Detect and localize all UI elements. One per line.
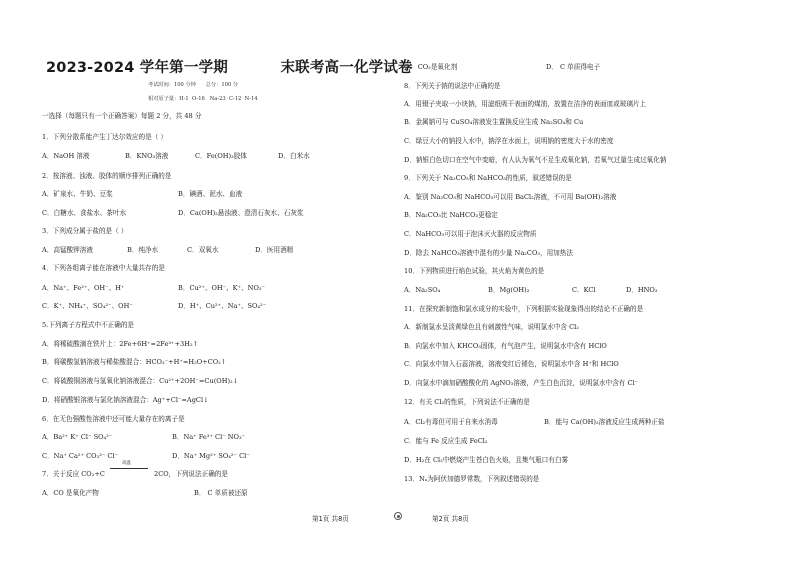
page-number-right: 第2页 共8页 xyxy=(432,515,469,523)
reaction-arrow xyxy=(110,468,148,469)
q2-option-d: D．Ca(OH)₂悬浊液、澄清石灰水、石灰浆 xyxy=(178,209,304,217)
q10-option-a: A．Na₂SO₄ xyxy=(404,286,441,294)
q8-option-d: D．钠银白色切口在空气中变暗，有人认为氧气不足生成氧化钠，若氧气过量生成过氧化钠 xyxy=(404,156,667,164)
question-2: 2．按溶液、浊液、胶体的顺序排列正确的是 xyxy=(42,172,172,180)
question-8: 8．下列关于钠的说法中正确的是 xyxy=(404,82,501,90)
q1-option-c: C．Fe(OH)₃胶体 xyxy=(195,152,247,160)
q11-option-b: B．向氯水中加入 KHCO₃固体，有气泡产生，说明氯水中含有 HClO xyxy=(404,342,607,350)
question-12: 12．有关 Cl₂的性质，下列说法不正确的是 xyxy=(404,398,530,406)
page-number-left: 第1页 共8页 xyxy=(312,515,349,523)
q7-option-c: C． CO₂是氧化剂 xyxy=(404,63,458,71)
exam-title: 2023-2024 学年第一学期 末联考高一化学试卷 xyxy=(46,60,413,76)
q11-option-d: D．向氯水中滴加硝酸酸化的 AgNO₃溶液，产生白色沉淀，说明氯水中含有 Cl⁻ xyxy=(404,379,639,387)
q2-option-c: C．白糖水、食盐水、茶叶水 xyxy=(42,209,127,217)
q6-option-b: B．Na⁺ Fe³⁺ Cl⁻ NO₃⁻ xyxy=(172,433,246,441)
q2-option-b: B．碘酒、泥水、血液 xyxy=(178,190,243,198)
question-10: 10．下列物质进行焰色试验，其火焰为黄色的是 xyxy=(404,267,545,275)
q5-option-d: D．将硝酸银溶液与氯化钠溶液混合：Ag⁺+Cl⁻=AgCl↓ xyxy=(42,396,209,404)
question-3: 3．下列成分属于盐的是（ ） xyxy=(42,227,128,235)
q10-option-c: C．KCl xyxy=(572,286,596,294)
q4-option-c: C．K⁺、NH₄⁺、SO₄²⁻、OH⁻ xyxy=(42,302,133,310)
q7-option-d: D． C 单质得电子 xyxy=(546,63,601,71)
q1-option-b: B．KNO₃溶液 xyxy=(125,152,169,160)
q10-option-b: B．Mg(OH)₂ xyxy=(488,286,530,294)
q1-option-a: A．NaOH 溶液 xyxy=(42,152,90,160)
q6-option-c: C．Na⁺ Ca²⁺ CO₃²⁻ Cl⁻ xyxy=(42,452,119,460)
question-10-options xyxy=(404,287,657,294)
q7-option-b: B． C 单质被还原 xyxy=(194,489,248,497)
question-7-lead: 7．关于反应 CO₂+C xyxy=(42,470,105,478)
question-9: 9．下列关于 Na₂CO₃和 NaHCO₃的性质，叙述错误的是 xyxy=(404,174,572,182)
q4-option-d: D．H⁺、Cu²⁺、Na⁺、SO₄²⁻ xyxy=(178,302,267,310)
q12-option-b: B．能与 Ca(OH)₂溶液反应生成两种正盐 xyxy=(544,418,665,426)
question-3-options xyxy=(42,247,293,254)
reaction-condition: 高温 xyxy=(122,461,131,466)
q11-option-a: A．新制氯水呈淡黄绿色且有刺激性气味，说明氯水中含 Cl₂ xyxy=(404,323,579,331)
q4-option-a: A．Na⁺、Fe²⁺、OH⁻、H⁺ xyxy=(42,284,125,292)
q6-option-d: D．Na⁺ Mg²⁺ SO₄²⁻ Cl⁻ xyxy=(172,452,250,460)
question-7-tail: 2CO，下列说法正确的是 xyxy=(154,470,228,478)
q3-option-b: B．纯净水 xyxy=(127,246,159,254)
q6-option-a: A．Ba²⁺ K⁺ Cl⁻ SO₄²⁻ xyxy=(42,433,113,441)
q12-option-c: C．能与 Fe 反应生成 FeCl₂ xyxy=(404,437,488,445)
q1-option-d: D．白米水 xyxy=(278,152,310,160)
q2-option-a: A．矿泉水、牛奶、豆浆 xyxy=(42,190,113,198)
question-11: 11．在探究新制饱和氯水成分的实验中，下列根据实验现象得出的结论不正确的是 xyxy=(404,305,644,313)
q8-option-a: A．用镊子夹取一小块钠，用滤纸吸干表面的煤油，放置在洁净的表面皿或玻璃片上 xyxy=(404,100,647,108)
q3-option-c: C．双氧水 xyxy=(187,246,219,254)
q3-option-a: A．高锰酸钾溶液 xyxy=(42,246,93,254)
atomic-masses: 相对原子量：H-1 O-16 Na-23 C-12 N-14 xyxy=(148,96,258,102)
q8-option-b: B．金属钠可与 CuSO₄溶液发生置换反应生成 Na₂SO₄和 Cu xyxy=(404,118,584,126)
q12-option-d: D．H₂在 Cl₂中燃烧产生苍白色火焰，且集气瓶口有白雾 xyxy=(404,456,569,464)
q9-option-a: A．鉴别 Na₂CO₃和 NaHCO₃可以用 BaCl₂溶液，不可用 Ba(OH)₂溶液 xyxy=(404,193,617,201)
q5-option-b: B．将碳酸氢钠溶液与稀盐酸混合：HCO₃⁻+H⁺=H₂O+CO₂↑ xyxy=(42,358,227,366)
question-5: 5.下列离子方程式中不正确的是 xyxy=(42,321,135,329)
q8-option-c: C．绿豆大小的钠投入水中，钠浮在水面上，说明钠的密度大于水的密度 xyxy=(404,137,614,145)
question-4: 4．下列各组离子能在溶液中大量共存的是 xyxy=(42,264,165,272)
exam-info: 考试时间：100 分钟 总分：100 分 xyxy=(148,82,239,88)
question-13: 13．Nₐ为阿伏加德罗常数，下列叙述错误的是 xyxy=(404,475,540,483)
q12-option-a: A．Cl₂有毒但可用于自来水消毒 xyxy=(404,418,498,426)
q9-option-b: B．Na₂CO₃比 NaHCO₃更稳定 xyxy=(404,211,498,219)
question-1: 1．下列分散系能产生丁达尔效应的是（ ） xyxy=(42,133,167,141)
q11-option-c: C．向氯水中加入石蕊溶液，溶液变红后褪色，说明氯水中含 H⁺和 HClO xyxy=(404,360,619,368)
question-6: 6．在无色强酸性溶液中还可能大量存在的离子是 xyxy=(42,415,185,423)
q10-option-d: D．HNO₃ xyxy=(626,286,658,294)
q3-option-d: D．医用酒精 xyxy=(255,246,294,254)
q7-option-a: A．CO 是氧化产物 xyxy=(42,489,99,497)
question-1-options xyxy=(42,153,310,160)
q5-option-a: A．将稀硫酸滴在铁片上：2Fe+6H⁺=2Fe³⁺+3H₂↑ xyxy=(42,340,199,348)
section-heading: 一选择（每题只有一个正确答案）每题 2 分，共 48 分 xyxy=(42,112,202,120)
q9-option-c: C．NaHCO₃可以用于泡沫灭火器的反应物质 xyxy=(404,230,537,238)
q5-option-c: C．将硫酸铜溶液与氢氧化钠溶液混合：Cu²⁺+2OH⁻=Cu(OH)₂↓ xyxy=(42,377,239,385)
page-divider-icon xyxy=(394,512,402,520)
q9-option-d: D．除去 NaHCO₃溶液中混有的少量 Na₂CO₃，用加热法 xyxy=(404,249,573,257)
q4-option-b: B．Cu²⁺、OH⁻、K⁺、NO₃⁻ xyxy=(178,284,265,292)
